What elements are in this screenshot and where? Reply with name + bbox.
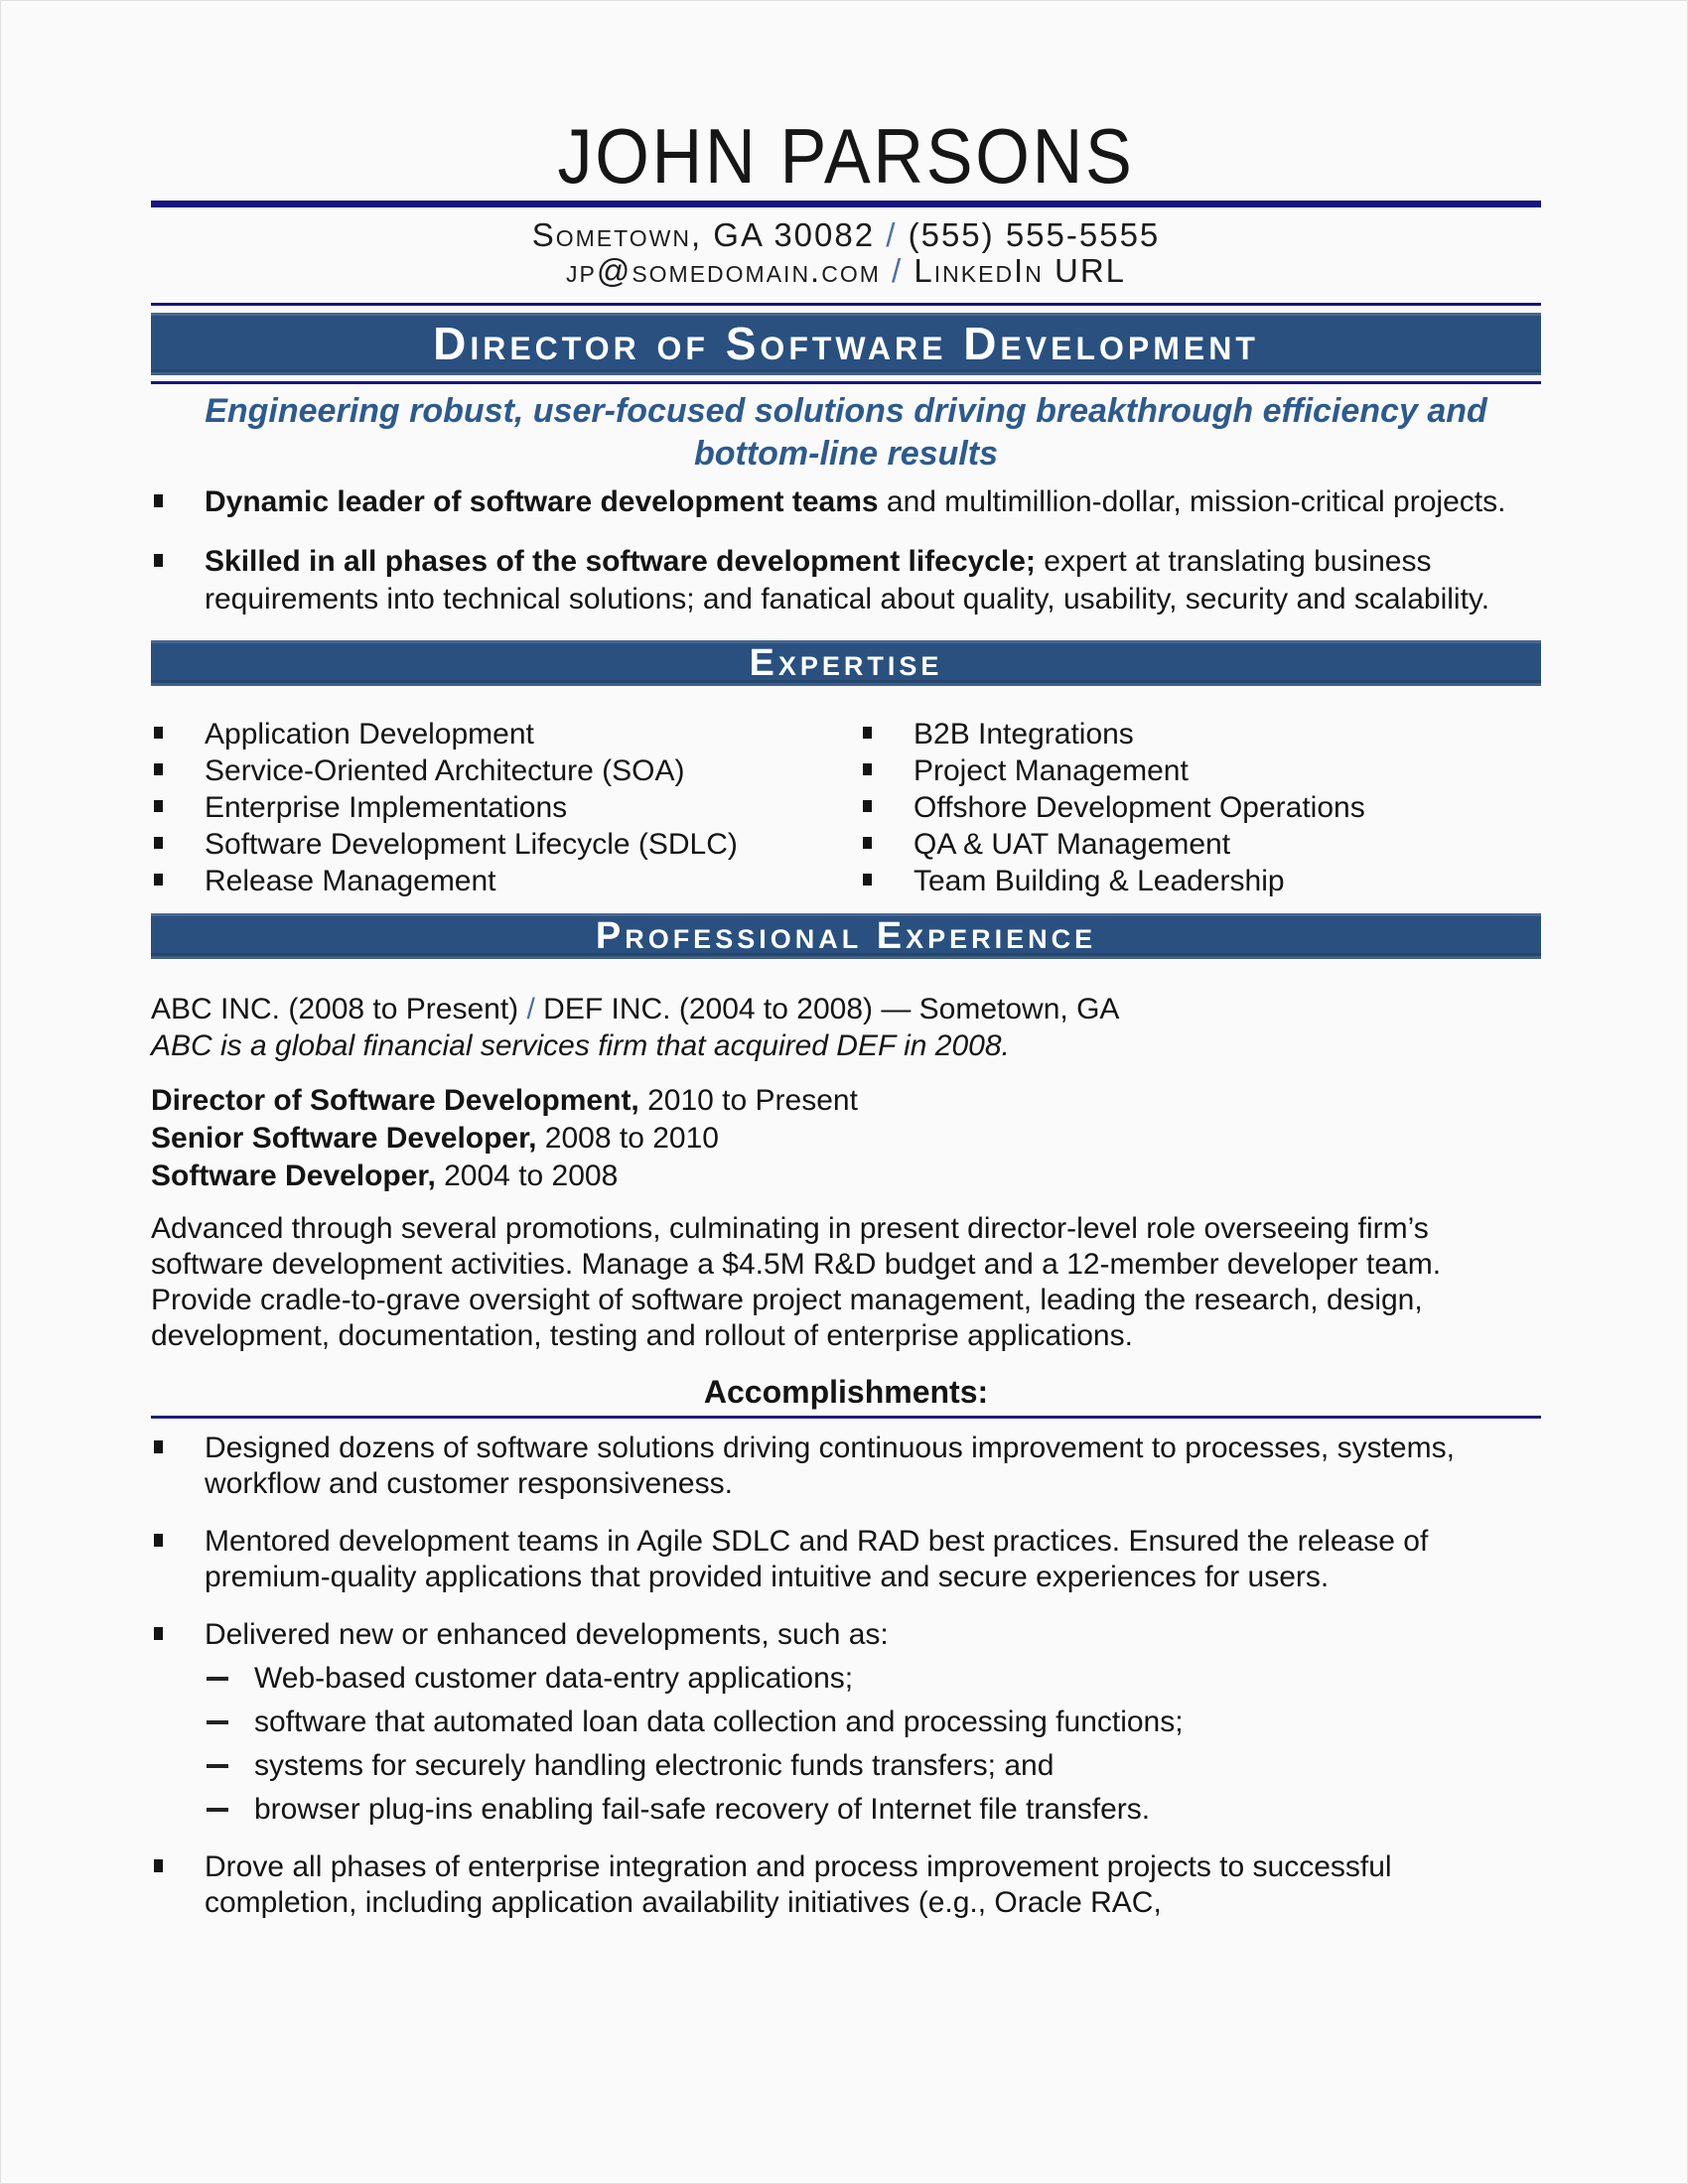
square-bullet-icon: [154, 1859, 163, 1872]
square-bullet-icon: [154, 800, 163, 812]
list-item: [151, 863, 860, 899]
expertise-item: B2B Integrations: [914, 718, 1134, 751]
experience-paragraph: Advanced through several promotions, culminating in present director-level role overseeing firm’s software development activities. Manage a $4.5M R&D budget and a 12-member developer team. Provide cradle-to-grave oversight of software project management, leading the research, design, development, documentation, testing and rollout of enterprise applications.: [151, 1212, 1442, 1352]
expertise-column-2: [860, 716, 1541, 899]
expertise-item: Team Building & Leadership: [914, 865, 1285, 897]
square-bullet-icon: [863, 874, 872, 886]
square-bullet-icon: [154, 837, 163, 849]
contact-linkedin: LinkedIn URL: [914, 252, 1127, 289]
company-line: [151, 991, 1541, 1027]
list-item: [860, 789, 1541, 826]
list-item: [151, 1524, 1487, 1595]
list-item: [151, 543, 1541, 618]
job-title-row: [151, 1120, 1541, 1158]
accomplishments-heading: Accomplishments:: [703, 1374, 989, 1410]
sub-item-text: browser plug-ins enabling fail-safe recovery of Internet file transfers.: [254, 1793, 1151, 1826]
square-bullet-icon: [154, 554, 163, 567]
list-item: [860, 826, 1541, 863]
dash-bullet-icon: [207, 1808, 228, 1812]
square-bullet-icon: [154, 1627, 163, 1640]
sub-list-item: [205, 1748, 1487, 1784]
sub-item-text: systems for securely handling electronic funds transfers; and: [254, 1749, 1055, 1782]
accomplishment-text: Designed dozens of software solutions driving continuous improvement to processes, systems, workflow and customer responsiveness.: [205, 1432, 1455, 1500]
square-bullet-icon: [863, 727, 872, 739]
expertise-item: Release Management: [205, 865, 496, 897]
company-note: ABC is a global financial services firm that acquired DEF in 2008.: [151, 1029, 1010, 1062]
summary-bullet-lead: Skilled in all phases of the software development lifecycle;: [205, 545, 1036, 578]
sub-item-text: software that automated loan data collection and processing functions;: [254, 1706, 1184, 1738]
accomplishment-text: Mentored development teams in Agile SDLC and RAD best practices. Ensured the release of premium-quality applications that provided intuitive and secure experiences for users.: [205, 1525, 1429, 1593]
contact-phone: (555) 555-5555: [908, 216, 1161, 253]
accomplishment-text: Drove all phases of enterprise integration and process improvement projects to successful completion, including application availability initiatives (e.g., Oracle RAC,: [205, 1850, 1392, 1919]
job-role: Senior Software Developer,: [151, 1122, 537, 1155]
square-bullet-icon: [154, 1440, 163, 1453]
company-block: [151, 991, 1541, 1064]
slash-separator: /: [880, 252, 914, 289]
contact-block: [151, 217, 1541, 289]
sub-list-item: [205, 1661, 1487, 1697]
section-bar-experience: Professional Experience: [151, 913, 1541, 959]
job-titles: [151, 1082, 1541, 1195]
square-bullet-icon: [154, 727, 163, 739]
section-bar-expertise: Expertise: [151, 640, 1541, 686]
contact-line-2: [151, 253, 1541, 289]
expertise-item: Software Development Lifecycle (SDLC): [205, 828, 738, 861]
list-item: [151, 483, 1541, 521]
dash-bullet-icon: [207, 1677, 228, 1681]
job-dates: 2004 to 2008: [435, 1160, 619, 1192]
job-role: Director of Software Development,: [151, 1084, 639, 1117]
expertise-item: Service-Oriented Architecture (SOA): [205, 754, 685, 787]
expertise-column-1: [151, 716, 860, 899]
square-bullet-icon: [863, 763, 872, 775]
accomplishments-rule: [151, 1416, 1541, 1419]
page-title: JOHN PARSONS: [557, 112, 1135, 200]
list-item: [151, 716, 860, 752]
list-item: [151, 826, 860, 863]
list-item: [860, 863, 1541, 899]
contact-email: jp@somedomain.com: [565, 252, 881, 289]
list-item: [860, 752, 1541, 789]
square-bullet-icon: [154, 874, 163, 886]
list-item: [151, 752, 860, 789]
company-1: ABC INC. (2008 to Present): [151, 993, 519, 1025]
summary-bullet-rest: expert at translating business requirements into technical solutions; and fanatical about quality, usability, security and scalability.: [205, 545, 1490, 615]
developments-sub-list: [205, 1661, 1487, 1828]
expertise-item: Project Management: [914, 754, 1189, 787]
company-location: — Sometown, GA: [873, 993, 1120, 1025]
sub-item-text: Web-based customer data-entry applications;: [254, 1662, 854, 1695]
title-bar-bottom-rule: [151, 381, 1541, 384]
list-item: [151, 1431, 1487, 1502]
contact-location: Sometown, GA 30082: [531, 216, 876, 253]
expertise-item: Offshore Development Operations: [914, 791, 1365, 824]
list-item: [151, 1849, 1487, 1921]
expertise-grid: [151, 716, 1541, 899]
list-item: [860, 716, 1541, 752]
company-2: DEF INC. (2004 to 2008): [543, 993, 873, 1025]
contact-line-1: [151, 217, 1541, 253]
expertise-item: Application Development: [205, 718, 534, 751]
section-bar-title: Director of Software Development: [151, 313, 1541, 375]
square-bullet-icon: [863, 800, 872, 812]
sub-list-item: [205, 1792, 1487, 1828]
summary-list: [151, 483, 1541, 618]
job-title-row: [151, 1082, 1541, 1120]
accomplishments-list: [151, 1431, 1541, 1921]
name-divider-rule: [151, 201, 1541, 207]
square-bullet-icon: [863, 837, 872, 849]
list-item: [151, 1617, 1487, 1828]
job-dates: 2008 to 2010: [536, 1122, 719, 1155]
accomplishment-text: Delivered new or enhanced developments, such as:: [205, 1618, 889, 1651]
list-item: [151, 789, 860, 826]
slash-separator: /: [518, 993, 544, 1025]
square-bullet-icon: [154, 494, 163, 507]
summary-bullet-rest: and multimillion-dollar, mission-critical projects.: [878, 485, 1506, 518]
job-title-row: [151, 1158, 1541, 1195]
expertise-item: QA & UAT Management: [914, 828, 1231, 861]
job-role: Software Developer,: [151, 1160, 436, 1192]
tagline: Engineering robust, user-focused solutions driving breakthrough efficiency and bottom-line results: [205, 392, 1487, 473]
title-bar-top-rule: [151, 303, 1541, 306]
expertise-item: Enterprise Implementations: [205, 791, 568, 824]
slash-separator: /: [875, 216, 909, 253]
square-bullet-icon: [154, 763, 163, 775]
dash-bullet-icon: [207, 1764, 228, 1768]
resume-content: [151, 0, 1541, 1943]
job-dates: 2010 to Present: [638, 1084, 858, 1117]
sub-list-item: [205, 1705, 1487, 1740]
dash-bullet-icon: [207, 1720, 228, 1724]
square-bullet-icon: [154, 1534, 163, 1547]
summary-bullet-lead: Dynamic leader of software development teams: [205, 485, 879, 518]
